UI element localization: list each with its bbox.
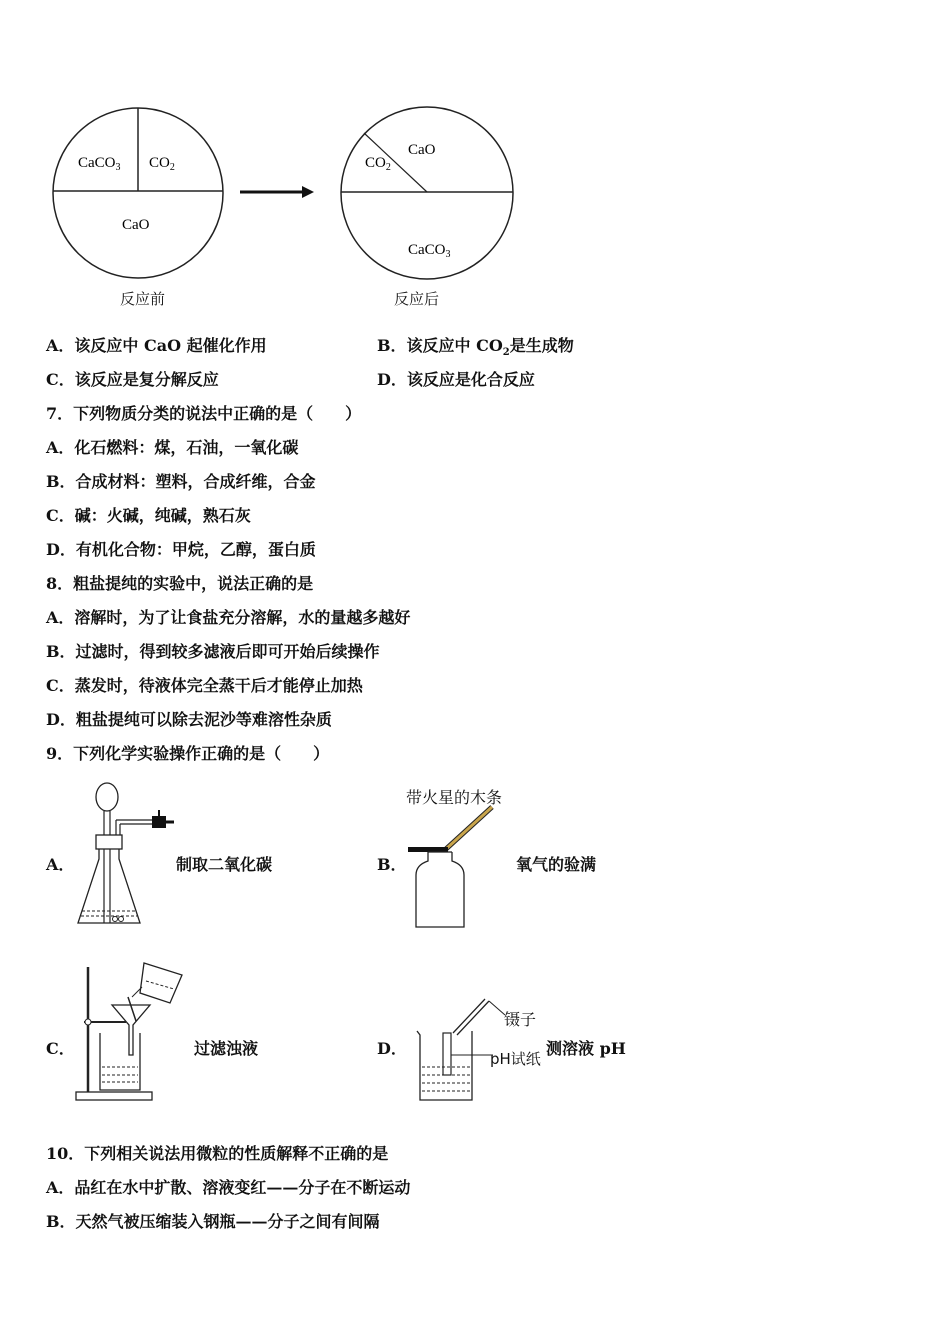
reaction-arrow (238, 182, 318, 202)
pie-before-caption: 反应前 (120, 290, 166, 308)
q9-option-a-label: 制取二氧化碳 (176, 855, 273, 874)
q6-option-a: A．该反应中 CaO 起催化作用 (46, 336, 267, 355)
q9-option-b-letter: B． (377, 855, 407, 874)
pie-before-caco3-label: CaCO$_3$ (78, 155, 121, 173)
q7-option-d: D．有机化合物：甲烷，乙醇，蛋白质 (46, 540, 316, 559)
q7-option-b: B．合成材料：塑料，合成纤维，合金 (46, 472, 316, 491)
pie-before-co2-label: $CO_2$ (149, 155, 175, 173)
q10-option-a: A．品红在水中扩散、溶液变红——分子在不断运动 (46, 1178, 411, 1197)
q9-option-d-tweezers-text: 镊子 (504, 1010, 537, 1029)
q8-stem: 8．粗盐提纯的实验中，说法正确的是 (46, 574, 314, 593)
q7-option-c: C．碱：火碱，纯碱，熟石灰 (46, 506, 251, 525)
pie-after-caption: 反应后 (394, 290, 440, 308)
q7-option-a: A．化石燃料：煤，石油，一氧化碳 (46, 438, 299, 457)
q10-option-b: B．天然气被压缩装入钢瓶——分子之间有间隔 (46, 1212, 380, 1231)
q6-option-d: D．该反应是化合反应 (377, 370, 535, 389)
q8-option-c: C．蒸发时，待液体完全蒸干后才能停止加热 (46, 676, 363, 695)
q6-option-b: B．该反应中 $CO_2$是生成物 (377, 336, 574, 359)
q9-option-c-letter: C． (46, 1039, 75, 1058)
q7-stem: 7．下列物质分类的说法中正确的是（ ） (46, 404, 362, 423)
pie-after-cao-label: CaO (408, 142, 436, 158)
q6-option-c: C．该反应是复分解反应 (46, 370, 219, 389)
q9-stem: 9．下列化学实验操作正确的是（ ） (46, 744, 330, 763)
q9-option-d-paper-text: pH试纸 (490, 1050, 541, 1068)
co2-apparatus-figure (70, 775, 180, 933)
q9-option-a-letter: A． (46, 855, 75, 874)
q9-option-c-label: 过滤浊液 (194, 1039, 259, 1058)
q8-option-a: A．溶解时，为了让食盐充分溶解，水的量越多越好 (46, 608, 411, 627)
pie-after-caco3-label: CaCO$_3$ (408, 242, 451, 260)
q10-stem: 10．下列相关说法用微粒的性质解释不正确的是 (46, 1144, 389, 1163)
pie-chart-before (40, 95, 240, 295)
q8-option-d: D．粗盐提纯可以除去泥沙等难溶性杂质 (46, 710, 332, 729)
filtration-figure (70, 955, 200, 1105)
pie-chart-after (330, 95, 530, 295)
q9-option-b-label: 氧气的验满 (516, 855, 597, 874)
q8-option-b: B．过滤时，得到较多滤液后即可开始后续操作 (46, 642, 380, 661)
oxygen-bottle-figure (400, 805, 500, 933)
q9-option-d-label: 测溶液 pH (546, 1039, 626, 1058)
pie-before-cao-label: CaO (122, 217, 150, 233)
q9-option-b-figure-text: 带火星的木条 (406, 788, 503, 807)
pie-after-co2-label: $CO_2$ (365, 155, 391, 173)
q9-option-d-letter: D． (377, 1039, 407, 1058)
